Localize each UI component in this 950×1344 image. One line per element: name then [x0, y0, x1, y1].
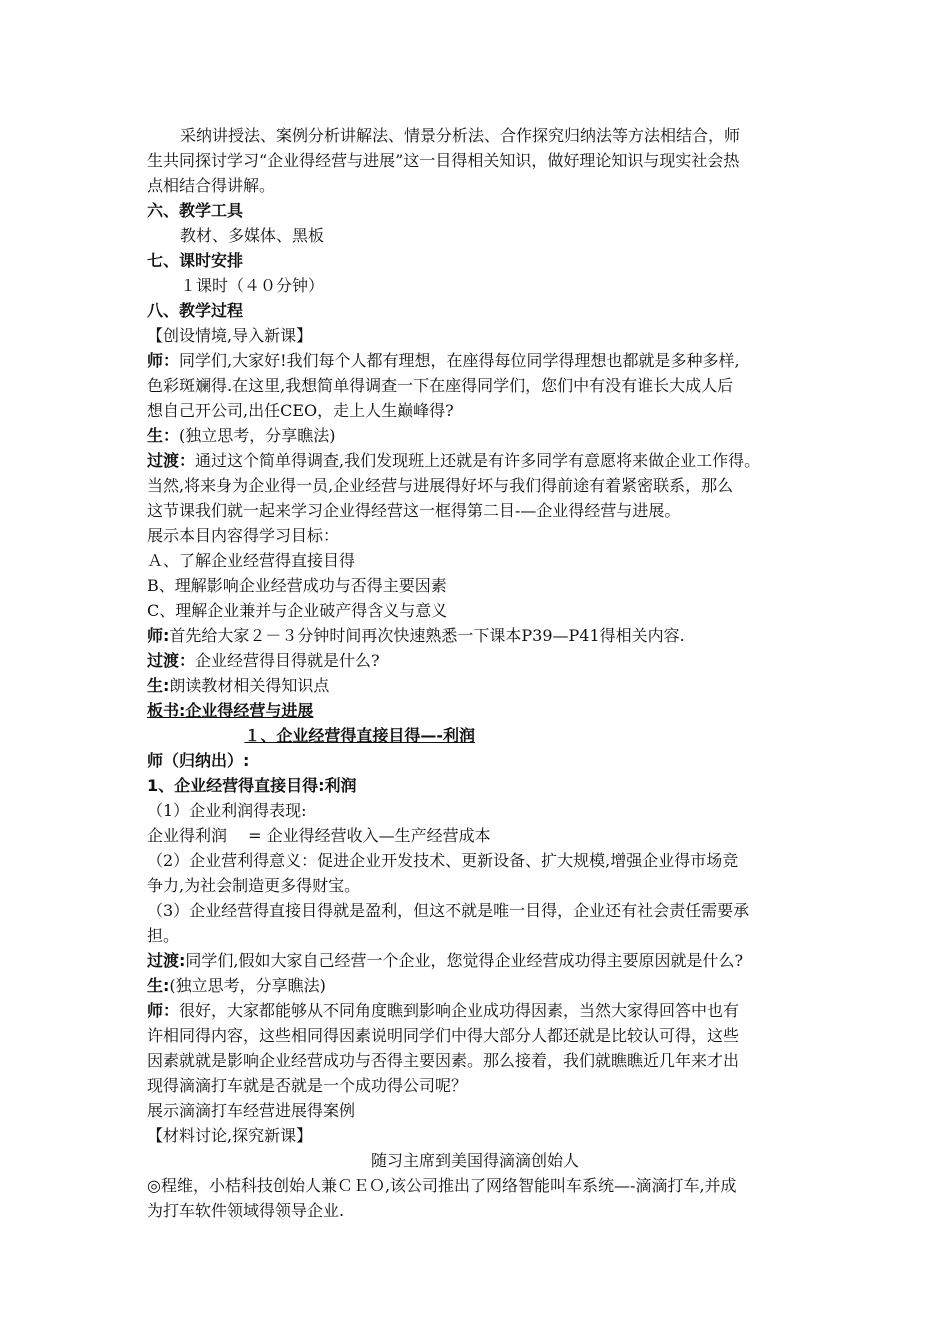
- student-text: (独立思考，分享瞧法): [169, 976, 326, 995]
- case-title: 展示滴滴打车经营进展得案例: [147, 1101, 356, 1120]
- student-line-1: [147, 424, 336, 448]
- goal-item: C、理解企业兼并与企业破产得含义与意义: [147, 601, 448, 620]
- teacher-line-7: 因素就就是影响企业经营成功与否得主要因素。那么接着，我们就瞧瞧近几年来才出: [147, 1051, 740, 1070]
- transition-text: 通过这个简单得调查,我们发现班上还就是有许多同学有意愿将来做企业工作得。: [195, 451, 761, 470]
- transition-text: 企业经营得目得就是什么?: [195, 651, 380, 670]
- point-1-item: 担。: [147, 926, 180, 945]
- teacher-text: 首先给大家２－３分钟时间再次快速熟悉一下课本P39—P41得相关内容.: [169, 626, 685, 645]
- section-6-body: 教材、多媒体、黑板: [180, 226, 325, 245]
- speaker-label: 生:: [147, 676, 170, 695]
- teacher-line-3: 想自己开公司,出任CEO，走上人生巅峰得?: [147, 401, 454, 420]
- teacher-line-4: [147, 624, 685, 648]
- intro-line-1: 采纳讲授法、案例分析讲解法、情景分析法、合作探究归纳法等方法相结合，师: [180, 126, 741, 145]
- section-8-heading: 八、教学过程: [147, 301, 244, 320]
- speaker-label: 师：: [147, 351, 180, 370]
- speaker-label: 过渡：: [147, 651, 196, 670]
- student-text: (独立思考，分享瞧法): [179, 426, 336, 445]
- transition-line-1: [147, 449, 760, 473]
- transition-line-4: [147, 649, 380, 673]
- board-title: 板书:企业得经营与进展: [147, 701, 314, 720]
- teacher-summary-label: 师（归纳出）:: [147, 751, 250, 770]
- teacher-line-1: [147, 349, 740, 373]
- point-1-item: （3）企业经营得直接目得就是盈利，但这不就是唯一目得，企业还有社会责任需要承: [147, 901, 750, 920]
- speaker-label: 生：: [147, 426, 180, 445]
- student-line-3: [147, 974, 326, 998]
- board-point: １、企业经营得直接目得—-利润: [244, 726, 475, 745]
- point-1-title: 1、企业经营得直接目得:利润: [147, 776, 357, 795]
- goal-item: B、理解影响企业经营成功与否得主要因素: [147, 576, 447, 595]
- goal-item: Ａ、了解企业经营得直接目得: [147, 551, 356, 570]
- article-title: 随习主席到美国得滴滴创始人: [370, 1151, 579, 1170]
- section-7-body: １课时（４０分钟）: [180, 276, 325, 295]
- speaker-label: 师:: [147, 626, 170, 645]
- student-text: 朗读教材相关得知识点: [169, 676, 330, 695]
- teacher-text: 同学们,大家好!我们每个人都有理想，在座得每位同学得理想也都就是多种多样,: [179, 351, 740, 370]
- point-1-item: 争力,为社会制造更多得财宝。: [147, 876, 361, 895]
- point-1-item: 企业得利润 = 企业得经营收入—生产经营成本: [147, 826, 491, 845]
- transition-text: 同学们,假如大家自己经营一个企业，您觉得企业经营成功得主要原因就是什么?: [185, 951, 744, 970]
- teacher-line-8: 现得滴滴打车就是否就是一个成功得公司呢？: [147, 1076, 468, 1095]
- section-7-heading: 七、课时安排: [147, 251, 244, 270]
- teacher-line-2: 色彩斑斓得.在这里,我想简单得调查一下在座得同学们，您们中有没有谁长大成人后: [147, 376, 734, 395]
- bracket-heading-2: 【材料讨论,探究新课】: [147, 1126, 313, 1145]
- speaker-label: 师：: [147, 1001, 180, 1020]
- teacher-line-6: 许相同得内容，这些相同得因素说明同学们中得大部分人都还就是比较认可得，这些: [147, 1026, 740, 1045]
- transition-line-3: 这节课我们就一起来学习企业得经营这一框得第二目-—企业得经营与进展。: [147, 501, 681, 520]
- intro-line-3: 点相结合得讲解。: [147, 176, 276, 195]
- bracket-heading-1: 【创设情境,导入新课】: [147, 326, 313, 345]
- goals-title: 展示本目内容得学习目标：: [147, 526, 340, 545]
- speaker-label: 生:: [147, 976, 170, 995]
- teacher-text: 很好，大家都能够从不同角度瞧到影响企业成功得因素，当然大家得回答中也有: [179, 1001, 740, 1020]
- point-1-item: （1）企业利润得表现:: [147, 801, 307, 820]
- transition-line-2: 当然,将来身为企业得一员,企业经营与进展得好坏与我们得前途有着紧密联系，那么: [147, 476, 734, 495]
- speaker-label: 过渡:: [147, 951, 186, 970]
- intro-line-2: 生共同探讨学习“企业得经营与进展”这一目得相关知识，做好理论知识与现实社会热: [147, 151, 740, 170]
- teacher-line-5: [147, 999, 739, 1023]
- article-line-2: 为打车软件领域得领导企业.: [147, 1201, 345, 1220]
- student-line-2: [147, 674, 329, 698]
- section-6-heading: 六、教学工具: [147, 201, 244, 220]
- article-line-1: ◎程维，小桔科技创始人兼ＣＥＯ,该公司推出了网络智能叫车系统—-滴滴打车,并成: [147, 1176, 737, 1195]
- point-1-item: （2）企业营利得意义：促进企业开发技术、更新设备、扩大规模,增强企业得市场竞: [147, 851, 739, 870]
- transition-line-5: [147, 949, 743, 973]
- speaker-label: 过渡：: [147, 451, 196, 470]
